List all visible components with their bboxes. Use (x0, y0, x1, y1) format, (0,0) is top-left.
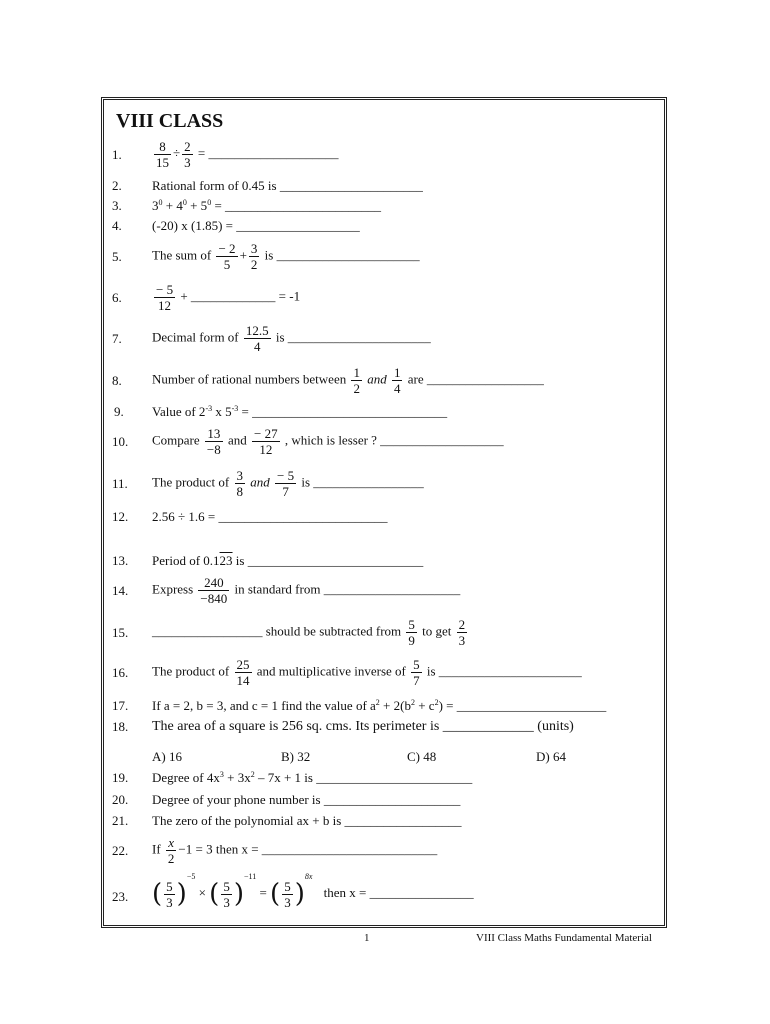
page-title: VIII CLASS (116, 110, 224, 132)
question-number: 19. (112, 770, 129, 785)
fraction: $\frac{5}{7}$ (413, 657, 420, 688)
fraction: $\frac{2}{3}$ (458, 617, 466, 648)
question-text: $\frac{- 5}{12}$ + _____________ = -1 (156, 282, 301, 313)
fraction: $\frac{5}{3}$ (166, 878, 173, 910)
page-number: 1 (364, 932, 370, 944)
question-text: Decimal form of $\frac{12.5}{4}$ is ______________________ (152, 323, 431, 354)
fraction: $\frac{- 5}{12}$ (156, 282, 174, 313)
question-text: Value of $2^{-3}$ x $5^{-3}$ = ______________________________ (152, 404, 448, 419)
fraction: $\frac{2}{3}$ (184, 139, 191, 170)
question-number: 15. (112, 625, 129, 640)
fraction: $\frac{x}{2}$ (167, 835, 175, 866)
question-text: The area of a square is 256 sq. cms. Its perimeter is _____________ (units) (152, 719, 574, 734)
repeating-digits: 23 (219, 553, 233, 568)
fraction: $\frac{8}{15}$ (156, 139, 169, 170)
fraction: $\frac{240}{-840}$ (200, 575, 228, 606)
question-number: 14. (112, 583, 129, 598)
question-text: The zero of the polynomial ax + b is __________________ (152, 813, 462, 828)
question-number: 21. (112, 813, 129, 828)
fraction: $\frac{1}{2}$ (353, 365, 360, 396)
question-number: 4. (112, 218, 122, 233)
question-text: ( $\frac{5}{3}$ )$^{-5}$ × ( $\frac{5}{3}$ )$^{-11}$ = ( $\frac{5}{3}$ )$^{8x}$ then x = ________________ (152, 872, 474, 910)
question-number: 20. (112, 792, 129, 807)
question-number: 6. (112, 290, 122, 305)
question-text: 2.56 ÷ 1.6 = __________________________ (152, 509, 388, 524)
question-text: The product of $\frac{25}{14}$ and multiplicative inverse of $\frac{5}{7}$ is ______________________ (152, 657, 582, 688)
question-text: Degree of your phone number is _____________________ (152, 792, 461, 807)
fraction: $\frac{- 2}{5}$ (218, 241, 236, 272)
fraction: $\frac{5}{3}$ (223, 878, 230, 910)
question-number: 22. (112, 843, 129, 858)
question-number: 12. (112, 509, 129, 524)
question-number: 16. (112, 665, 129, 680)
fraction: $\frac{3}{2}$ (250, 241, 258, 272)
question-number: 3. (112, 198, 122, 213)
question-number: 18. (112, 719, 129, 734)
question-number: 7. (112, 331, 122, 346)
question-text: If a = 2, b = 3, and c = 1 find the value of $a^2 + 2(b^2 + c^2)$ = _______________________ (152, 698, 607, 713)
fraction: $\frac{- 5}{7}$ (277, 468, 295, 499)
option-d: D) 64 (536, 749, 566, 764)
option-c: C) 48 (407, 749, 437, 764)
question-text: The product of $\frac{3}{8}$ and $\frac{- 5}{7}$ is _________________ (152, 468, 424, 499)
question-text: (-20) x (1.85) = ___________________ (152, 218, 360, 233)
question-number: 17. (112, 698, 129, 713)
question-text: Period of 0.123 is ___________________________ (152, 553, 424, 568)
question-text: _________________ should be subtracted from $\frac{5}{9}$ to get $\frac{2}{3}$ (152, 617, 466, 648)
fraction: $\frac{3}{8}$ (236, 468, 244, 499)
fraction: $\frac{13}{-8}$ (206, 426, 221, 457)
question-number: 9. (114, 404, 124, 419)
answer-blank: = ____________________ (197, 145, 339, 161)
question-text: Express $\frac{240}{-840}$ in standard from _____________________ (152, 575, 461, 606)
option-b: B) 32 (281, 749, 311, 764)
question-text: Compare $\frac{13}{-8}$ and $\frac{- 27}{12}$ , which is lesser ? ___________________ (152, 426, 504, 457)
question-text: Number of rational numbers between $\frac{1}{2}$ and $\frac{1}{4}$ are __________________ (152, 365, 544, 396)
question-number: 5. (112, 249, 122, 264)
question-number: 23. (112, 889, 129, 904)
question-number: 13. (112, 553, 129, 568)
question-number: 1. (112, 147, 122, 162)
fraction: $\frac{5}{3}$ (284, 878, 291, 910)
fraction: $\frac{- 27}{12}$ (254, 426, 278, 457)
question-number: 8. (112, 373, 122, 388)
question-number: 11. (112, 476, 128, 491)
fraction: $\frac{1}{4}$ (393, 365, 401, 396)
question-text: If $\frac{x}{2}$ −1 = 3 then x = ___________________________ (152, 835, 438, 866)
question-number: 10. (112, 434, 129, 449)
question-text: Rational form of 0.45 is ______________________ (152, 178, 423, 193)
option-a: A) 16 (152, 749, 182, 764)
footer-caption: VIII Class Maths Fundamental Material (476, 932, 652, 944)
fraction: $\frac{12.5}{4}$ (245, 323, 269, 354)
fraction: $\frac{5}{9}$ (408, 617, 415, 648)
question-number: 2. (112, 178, 122, 193)
fraction: $\frac{25}{14}$ (236, 657, 250, 688)
question-text: $3^0 + 4^0 + 5^0$ = ________________________ (152, 198, 382, 213)
question-text: The sum of $\frac{- 2}{5}$ + $\frac{3}{2}$ is ______________________ (152, 241, 420, 272)
question-text: Degree of $4x^3 + 3x^2 - 7x + 1$ is ________________________ (152, 770, 473, 785)
